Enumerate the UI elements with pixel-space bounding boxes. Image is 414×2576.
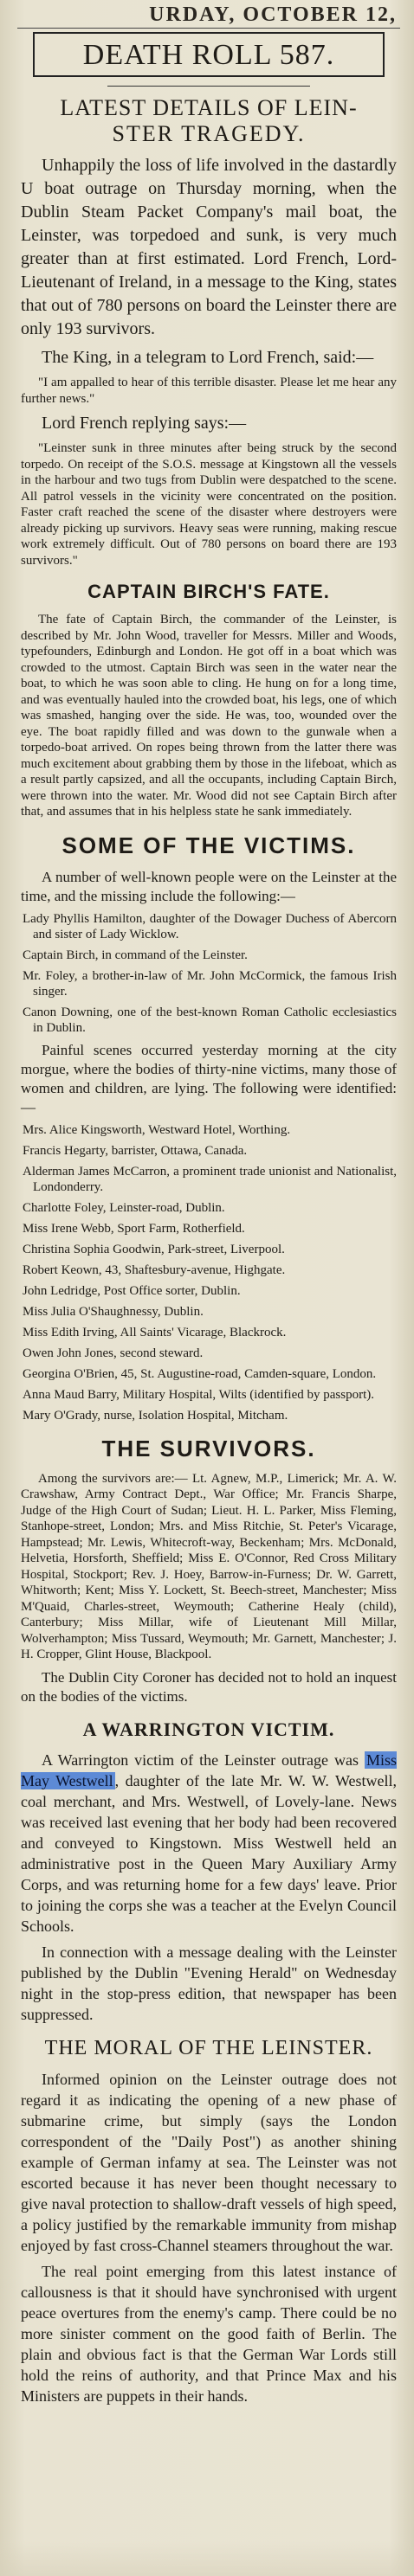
subheadline-line-1: LATEST DETAILS OF LEIN- — [60, 95, 358, 120]
warrington-text-start: A Warrington victim of the Leinster outrage was — [42, 1751, 359, 1769]
morgue-paragraph: Painful scenes occurred yesterday morning at the city morgue, where the bodies of thirty-nine victims, many those of women and children, are lying. The following were identified:— — [21, 1041, 397, 1115]
list-item: Anna Maud Barry, Military Hospital, Wilts (identified by passport). — [23, 1387, 374, 1402]
victims-heading: SOME OF THE VICTIMS. — [61, 832, 356, 858]
list-item: Canon Downing, one of the best-known Roman Catholic ecclesiastics in Dublin. — [23, 1005, 397, 1035]
subheadline-line-2: STER TRAGEDY. — [112, 121, 306, 146]
list-item: Alderman James McCarron, a prominent trade unionist and Nationalist, Londonderry. — [23, 1164, 397, 1194]
list-item: Charlotte Foley, Leinster-road, Dublin. — [23, 1200, 225, 1215]
captain-birch-heading: CAPTAIN BIRCH'S FATE. — [87, 581, 330, 602]
captain-birch-paragraph: The fate of Captain Birch, the commander of the Leinster, is described by Mr. John Wood, traveller for Messrs. Miller and Woods, typefounders, Edinburgh and London. He got off in a boat which was crowded to the utmost. Captain Birch was seen in the water near the boat, to which he was soon able to cling. He hung on for a long time, and was eventually hauled into the crowded boat, his legs, one of which was smashed, hanging over the side. He was, too, wounded over the eye. The boat rapidly filled and was down to the gunwale when a torpedo-boat arrived. On ropes being thrown from the latter there was much excitement about grabbing them by those in the lifeboat, which as a result partly capsized, and all the occupants, including Captain Birch, were thrown into the water. Mr. Wood did not see Captain Birch after that, and assumes that in his helpless state he sank immediately. — [21, 613, 397, 819]
french-reply-paragraph: Lord French replying says:— — [42, 414, 247, 433]
suppression-paragraph: In connection with a message dealing with the Leinster published by the Dublin "Evening Herald" on Wednesday night in the stop-press edition, that newspaper has been suppressed. — [21, 1943, 397, 2023]
victims-list-1 — [21, 911, 397, 1036]
coroner-paragraph: The Dublin City Coroner has decided not to hold an inquest on the bodies of the victims. — [21, 1668, 397, 1705]
victims-list-2 — [21, 1122, 397, 1423]
list-item: Mary O'Grady, nurse, Isolation Hospital, Mitcham. — [23, 1408, 288, 1423]
list-item: Christina Sophia Goodwin, Park-street, Liverpool. — [23, 1242, 285, 1256]
list-item: Mr. Foley, a brother-in-law of Mr. John McCormick, the famous Irish singer. — [23, 968, 397, 999]
survivors-paragraph: Among the survivors are:— Lt. Agnew, M.P., Limerick; Mr. A. W. Crawshaw, Army Contract Dept., War Office; Mr. Francis Sharpe, Judge of the High Court of Sudan; Lieut. H. L. Parker, Miss Fleming, Stanhope-street, London; Mrs. and Miss Ritchie, St. Peter's Vicarage, Hampstead; Mr. Lewis, Whitecroft-way, Beckenham; Mrs. McDonald, Helvetia, Horsforth, Sheffield; Miss E. O'Connor, Red Cross Military Hospital, Stockport; Rev. J. Hoey, Barrow-in-Furness; Dr. W. Garrett, Whitworth; Kent; Miss Y. Lockett, St. Beech-street, Manchester; Miss M'Quaid, Charles-street, Weymouth; Catherine Healy (child), Canterbury; Miss Millar, wife of Lieutenant Mill Millar, Wolverhampton; Miss Tussard, Weymouth; Mr. Garnett, Manchester; J. H. Cropper, Glint House, Blackpool. — [21, 1471, 397, 1661]
subheadline — [21, 95, 397, 147]
list-item: Miss Edith Irving, All Saints' Vicarage, Blackrock. — [23, 1325, 287, 1339]
divider — [107, 86, 310, 87]
warrington-paragraph — [21, 1750, 397, 1937]
list-item: Miss Julia O'Shaughnessy, Dublin. — [23, 1304, 204, 1319]
moral-paragraph-1: Informed opinion on the Leinster outrage does not regard it as indicating the opening of a new phase of submarine crime, but simply (says the London correspondent of the "Daily Post") as another shining example of German infamy at sea. The Leinster was not escorted because it has never been thought necessary to give naval protection to shallow-draft vessels of high speed, a policy justified by the remarkable immunity from mishap enjoyed by fast cross-Channel steamers throughout the war. — [21, 2070, 397, 2254]
list-item: John Ledridge, Post Office sorter, Dublin. — [23, 1283, 241, 1298]
victims-intro: A number of well-known people were on the Leinster at the time, and the missing include the following:— — [21, 868, 397, 904]
king-quote: "I am appalled to hear of this terrible disaster. Please let me hear any further news." — [21, 376, 397, 406]
french-quote: "Leinster sunk in three minutes after being struck by the second torpedo. On receipt of the S.O.S. message at Kingstown all the vessels in the harbour and two tugs from Dublin were despatched to the scene. All patrol vessels in the vicinity were concentrated on the position. Faster craft reached the scene of the disaster where destroyers were already picking up survivors. Heavy seas were running, making rescue work extremely difficult. Out of 780 persons on board there are 193 survivors." — [21, 441, 397, 568]
list-item: Owen John Jones, second steward. — [23, 1346, 204, 1360]
survivors-heading: THE SURVIVORS. — [101, 1435, 316, 1461]
list-item: Georgina O'Brien, 45, St. Augustine-road, Camden-square, London. — [23, 1366, 377, 1381]
highlighted-name[interactable]: Miss May Westwell — [21, 1751, 397, 1789]
moral-heading: THE MORAL OF THE LEINSTER. — [44, 2036, 373, 2059]
warrington-text-end: , daughter of the late Mr. W. W. Westwell, coal merchant, and Mrs. Westwell, of Lovely-lane. News was received last evening that her body had been recovered and conveyed to Kingstown. Miss Westwell held an administrative post in the Queen Mary Auxiliary Army Corps, and was returning home for a few days' leave. Prior to joining the corps she was a teacher at the Evelyn Council Schools. — [21, 1771, 398, 1935]
intro-paragraph: Unhappily the loss of life involved in the dastardly U boat outrage on Thursday morning, when the Dublin Steam Packet Company's mail boat, the Leinster, was torpedoed and sunk, is very much greater than at first estimated. Lord French, Lord-Lieutenant of Ireland, in a message to the King, states that out of 780 persons on board the Leinster there are only 193 survivors. — [21, 156, 397, 338]
headline: DEATH ROLL 587. — [33, 32, 385, 77]
list-item: Francis Hegarty, barrister, Ottawa, Canada. — [23, 1143, 248, 1158]
list-item: Miss Irene Webb, Sport Farm, Rotherfield. — [23, 1221, 245, 1236]
list-item: Robert Keown, 43, Shaftesbury-avenue, Highgate. — [23, 1262, 286, 1277]
king-telegram-paragraph: The King, in a telegram to Lord French, said:— — [42, 348, 374, 367]
moral-paragraph-2: The real point emerging from this latest instance of callousness is that it should have synchronised with urgent peace overtures from the enemy's camp. There could be no more sinister comment on the good faith of Berlin. The plain and obvious fact is that the German War Lords still hold the reins of authority, and that Prince Max and his Ministers are puppets in their hands. — [21, 2262, 397, 2405]
list-item: Mrs. Alice Kingsworth, Westward Hotel, Worthing. — [23, 1122, 291, 1137]
list-item: Lady Phyllis Hamilton, daughter of the Dowager Duchess of Abercorn and sister of Lady Wicklow. — [23, 911, 397, 941]
list-item: Captain Birch, in command of the Leinster. — [23, 948, 248, 962]
page-edge-shadow — [0, 2541, 414, 2576]
warrington-heading: A WARRINGTON VICTIM. — [82, 1718, 335, 1740]
masthead-date: URDAY, OCTOBER 12, — [17, 3, 400, 29]
